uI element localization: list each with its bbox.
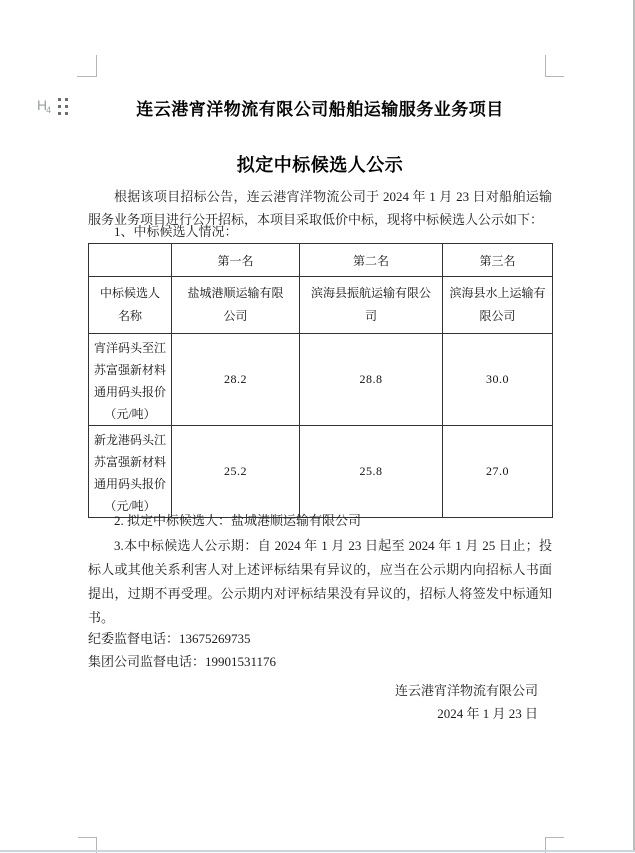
- margin-corner-mark-top-left: [77, 55, 97, 77]
- table-cell: 25.8: [300, 426, 443, 518]
- table-row-price-xiaoyang: [89, 334, 553, 426]
- drag-dots-icon[interactable]: [58, 98, 68, 115]
- table-row-price-xinlonggang: [89, 426, 553, 518]
- list-item-1: 1、中标候选人情况：: [114, 224, 238, 239]
- intro-paragraph: 根据该项目招标公告，连云港宵洋物流公司于 2024 年 1 月 23 日对船舶运输服务业务项目进行公开招标，本项目采取低价中标，现将中标候选人公示如下：: [88, 189, 552, 227]
- group-supervision-phone-line: 集团公司监督电话：19901531176: [88, 654, 277, 669]
- table-header-cell: 第二名: [300, 244, 443, 277]
- table-row-label: 中标候选人名称: [89, 277, 172, 334]
- table-row-candidate-names: [89, 277, 553, 334]
- heading-level-badge: [37, 96, 52, 116]
- signature-date: 2024 年 1 月 23 日: [437, 706, 538, 721]
- heading-badge-letter: H: [37, 97, 48, 113]
- table-cell: 盐城港顺运输有限公司: [172, 277, 300, 334]
- table-header-cell: [89, 244, 172, 277]
- table-cell: 27.0: [443, 426, 553, 518]
- table-cell: 滨海县振航运输有限公司: [300, 277, 443, 334]
- table-cell: 滨海县水上运输有限公司: [443, 277, 553, 334]
- table-row-label: 宵洋码头至江苏富强新材料通用码头报价（元/吨）: [89, 334, 172, 426]
- table-header-cell: 第三名: [443, 244, 553, 277]
- signature-company: 连云港宵洋物流有限公司: [394, 683, 538, 698]
- page-subtitle: 拟定中标候选人公示: [236, 155, 404, 175]
- table-row-label: 新龙港码头江苏富强新材料通用码头报价（元/吨）: [89, 426, 172, 518]
- table-cell: 28.8: [300, 334, 443, 426]
- table-row-rank-header: [89, 244, 553, 277]
- heading-badge-level: 4: [46, 105, 52, 115]
- table-cell: 30.0: [443, 334, 553, 426]
- page-title: 连云港宵洋物流有限公司船舶运输服务业务项目: [136, 100, 504, 119]
- paragraph-margin-gadget: [37, 96, 68, 116]
- candidates-table: [88, 243, 553, 518]
- table-cell: 25.2: [172, 426, 300, 518]
- margin-corner-mark-top-right: [545, 55, 564, 77]
- list-item-2: 2. 拟定中标候选人：盐城港顺运输有限公司: [114, 513, 362, 528]
- list-item-3: 3.本中标候选人公示期：自 2024 年 1 月 23 日起至 2024 年 1 月 25 日止；投标人或其他关系利害人对上述评标结果有异议的，应当在公示期内向招标人书面提出，过期不再受理。公示期内对评标结果没有异议的，招标人将签发中标通知书。: [88, 538, 552, 625]
- supervision-phone-line: 纪委监督电话：13675269735: [88, 631, 251, 646]
- table-header-cell: 第一名: [172, 244, 300, 277]
- table-cell: 28.2: [172, 334, 300, 426]
